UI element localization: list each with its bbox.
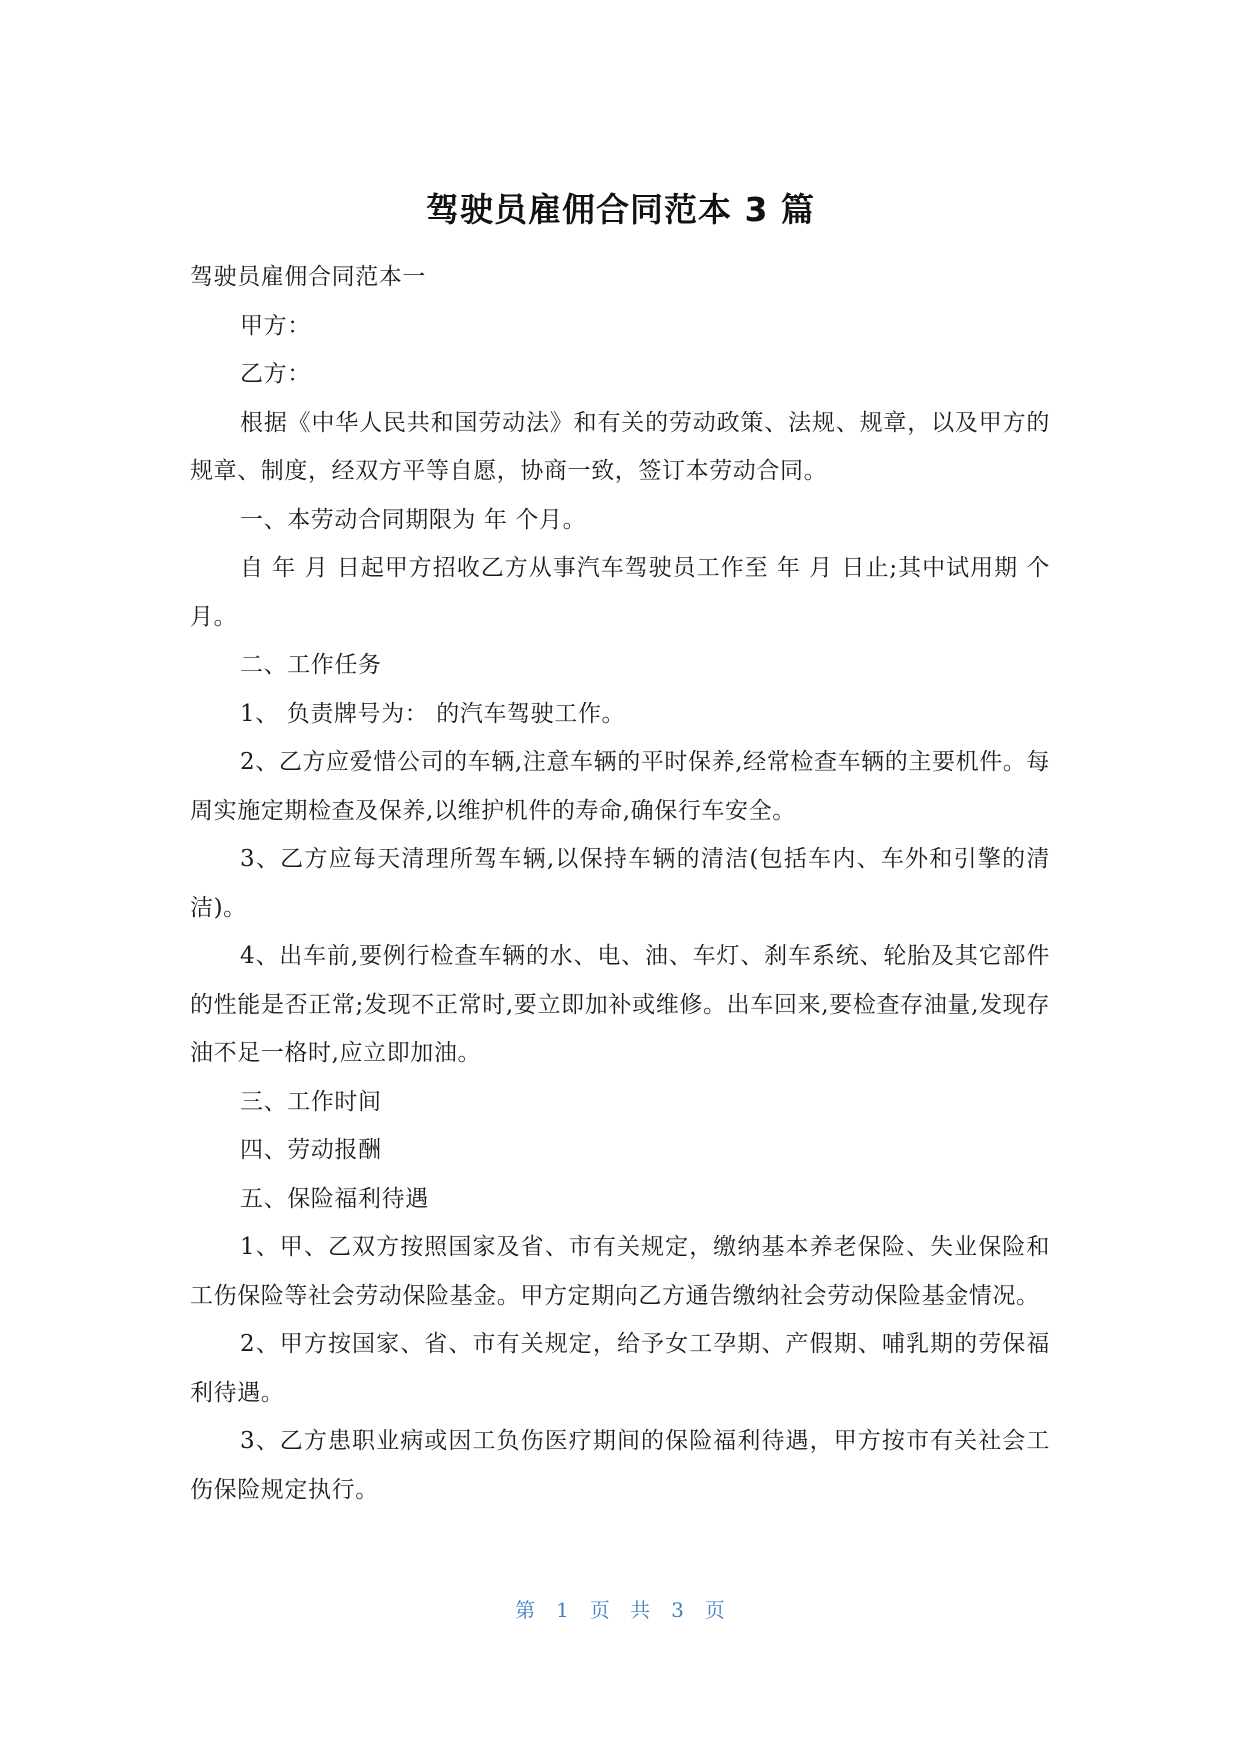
footer-prefix: 第 — [515, 1598, 537, 1622]
document-title: 驾驶员雇佣合同范本 3 篇 — [426, 190, 815, 229]
preamble-paragraph: 根据《中华人民共和国劳动法》和有关的劳动政策、法规、规章，以及甲方的规章、制度，经双方平等自愿，协商一致，签订本劳动合同。 — [190, 409, 1050, 484]
insurance-item: 1、甲、乙双方按照国家及省、市有关规定，缴纳基本养老保险、失业保险和工伤保险等社会劳动保险基金。甲方定期向乙方通告缴纳社会劳动保险基金情况。 — [190, 1234, 1050, 1309]
insurance-item: 3、乙方患职业病或因工负伤医疗期间的保险福利待遇，甲方按市有关社会工伤保险规定执行。 — [190, 1428, 1050, 1503]
party-a-line: 甲方： — [240, 312, 311, 339]
clause-term: 一、本劳动合同期限为 年 个月。 — [240, 506, 587, 533]
section-heading: 驾驶员雇佣合同范本一 — [190, 264, 426, 290]
clause-term-detail: 自 年 月 日起甲方招收乙方从事汽车驾驶员工作至 年 月 日止;其中试用期 个月。 — [190, 555, 1050, 630]
task-item: 2、乙方应爱惜公司的车辆,注意车辆的平时保养,经常检查车辆的主要机件。每周实施定期检查及保养,以维护机件的寿命,确保行车安全。 — [190, 749, 1050, 824]
task-item: 4、出车前,要例行检查车辆的水、电、油、车灯、刹车系统、轮胎及其它部件的性能是否正常;发现不正常时,要立即加补或维修。出车回来,要检查存油量,发现存油不足一格时,应立即加油。 — [190, 943, 1050, 1066]
footer-page-number: 1 — [556, 1598, 570, 1622]
footer-total-pages: 3 — [671, 1598, 685, 1622]
clause-heading-insurance: 五、保险福利待遇 — [240, 1185, 429, 1212]
document-body — [190, 253, 1050, 1514]
page-footer — [0, 1596, 1241, 1624]
task-item: 3、乙方应每天清理所驾车辆,以保持车辆的清洁(包括车内、车外和引擎的清洁)。 — [190, 846, 1050, 921]
footer-middle: 页 共 — [589, 1598, 652, 1622]
clause-heading-tasks: 二、工作任务 — [240, 652, 382, 678]
clause-heading-pay: 四、劳动报酬 — [240, 1137, 382, 1163]
insurance-item: 2、甲方按国家、省、市有关规定，给予女工孕期、产假期、哺乳期的劳保福利待遇。 — [190, 1331, 1050, 1406]
party-b-line: 乙方： — [240, 361, 311, 387]
clause-heading-hours: 三、工作时间 — [240, 1088, 382, 1115]
task-item: 1、 负责牌号为： 的汽车驾驶工作。 — [240, 700, 626, 727]
footer-suffix: 页 — [704, 1598, 726, 1622]
